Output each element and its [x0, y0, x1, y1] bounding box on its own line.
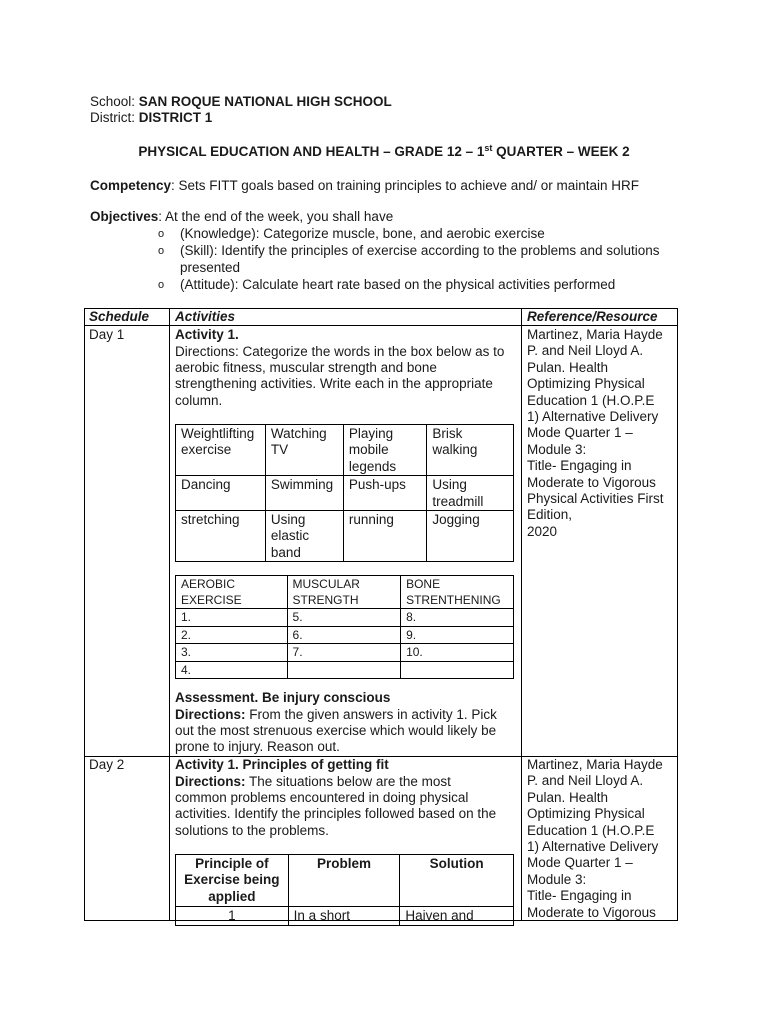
competency-line [90, 177, 639, 194]
category-header: BONE STRENTHENING [401, 576, 514, 609]
day1-schedule: Day 1 [89, 327, 125, 342]
day2-reference: Martinez, Maria Hayde P. and Neil Lloyd A. Pulan. Health Optimizing Physical Education 1 (H.O.P.E 1) Alternative Delivery Mode Quarter 1 – Module 3: Title- Engaging in Moderate to Vigorous [527, 757, 663, 920]
solution-cell: Haiven and [400, 907, 514, 925]
category-cell: 9. [401, 626, 514, 644]
assessment-directions: Directions: From the given answers in activity 1. Pick out the most strenuous exercise which would likely be prone to injury. Reason out. [175, 706, 497, 755]
reference-header: Reference/Resource [527, 309, 658, 324]
objective-item: (Attitude): Calculate heart rate based on the physical activities performed [180, 277, 616, 292]
day1-activity-title: Activity 1. [175, 327, 239, 342]
category-cell: 7. [287, 644, 401, 662]
word-cell: Swimming [265, 476, 343, 511]
category-table [175, 575, 514, 679]
word-cell: Weightlifting exercise [176, 425, 266, 476]
word-box-table [175, 424, 514, 562]
problem-header: Problem [288, 855, 400, 907]
category-cell: 8. [401, 609, 514, 627]
word-cell: Watching TV [265, 425, 343, 476]
school-line [90, 93, 392, 110]
category-header: AEROBIC EXERCISE [176, 576, 288, 609]
word-cell: running [343, 511, 427, 562]
day2-directions: Directions: The situations below are the most common problems encountered in doing physical activities. Identify the principles followed based on the solutions to the problems. [175, 773, 497, 838]
day2-activity-title: Activity 1. Principles of getting fit [175, 757, 389, 772]
category-cell: 3. [176, 644, 288, 662]
school-label: School: [90, 94, 136, 109]
word-cell: Playing mobile legends [343, 425, 427, 476]
word-cell: Using treadmill [427, 476, 514, 511]
category-cell: 4. [176, 661, 288, 679]
category-cell: 10. [401, 644, 514, 662]
day1-directions: Directions: Categorize the words in the box below as to aerobic fitness, muscular strength and bone strengthening activities. Write each in the appropriate column. [175, 343, 505, 408]
word-cell: stretching [176, 511, 266, 562]
competency-text: : Sets FITT goals based on training principles to achieve and/ or maintain HRF [171, 178, 640, 193]
objectives-label: Objectives [90, 209, 159, 224]
district-line [90, 109, 212, 126]
district-name: DISTRICT 1 [138, 110, 213, 125]
category-header: MUSCULAR STRENGTH [287, 576, 401, 609]
district-label: District: [90, 110, 135, 125]
word-cell: Jogging [427, 511, 514, 562]
bullet-icon: o [158, 228, 165, 240]
category-cell [287, 661, 401, 679]
category-cell: 5. [287, 609, 401, 627]
activities-header: Activities [175, 309, 236, 324]
principle-cell: 1 [176, 907, 289, 925]
objective-item: presented [180, 260, 241, 275]
word-cell: Brisk walking [427, 425, 514, 476]
word-cell: Dancing [176, 476, 266, 511]
category-cell: 6. [287, 626, 401, 644]
category-cell [401, 661, 514, 679]
problem-cell: In a short [288, 907, 400, 925]
category-cell: 2. [176, 626, 288, 644]
solution-header: Solution [400, 855, 514, 907]
bullet-icon: o [158, 279, 165, 291]
word-cell: Using elastic band [265, 511, 343, 562]
objective-item: (Knowledge): Categorize muscle, bone, and aerobic exercise [180, 226, 545, 241]
competency-label: Competency [90, 178, 172, 193]
category-cell: 1. [176, 609, 288, 627]
day1-reference: Martinez, Maria Hayde P. and Neil Lloyd A. Pulan. Health Optimizing Physical Education 1 (H.O.P.E 1) Alternative Delivery Mode Quarter 1 – Module 3: Title- Engaging in Moderate to Vigorous Physical Activities First Edition, 2020 [527, 327, 664, 539]
objectives-intro: : At the end of the week, you shall have [158, 209, 394, 224]
objectives-line [90, 208, 393, 225]
principle-table [175, 854, 514, 926]
principle-header: Principle of Exercise being applied [176, 855, 289, 907]
document-title: PHYSICAL EDUCATION AND HEALTH – GRADE 12 – 1st QUARTER – WEEK 2 [138, 143, 630, 159]
objective-item: (Skill): Identify the principles of exercise according to the problems and solutions [180, 243, 660, 258]
school-name: SAN ROQUE NATIONAL HIGH SCHOOL [138, 94, 392, 109]
word-cell: Push-ups [343, 476, 427, 511]
day2-schedule: Day 2 [89, 757, 125, 772]
bullet-icon: o [158, 245, 165, 257]
assessment-title: Assessment. Be injury conscious [175, 690, 391, 705]
schedule-header: Schedule [89, 309, 150, 324]
